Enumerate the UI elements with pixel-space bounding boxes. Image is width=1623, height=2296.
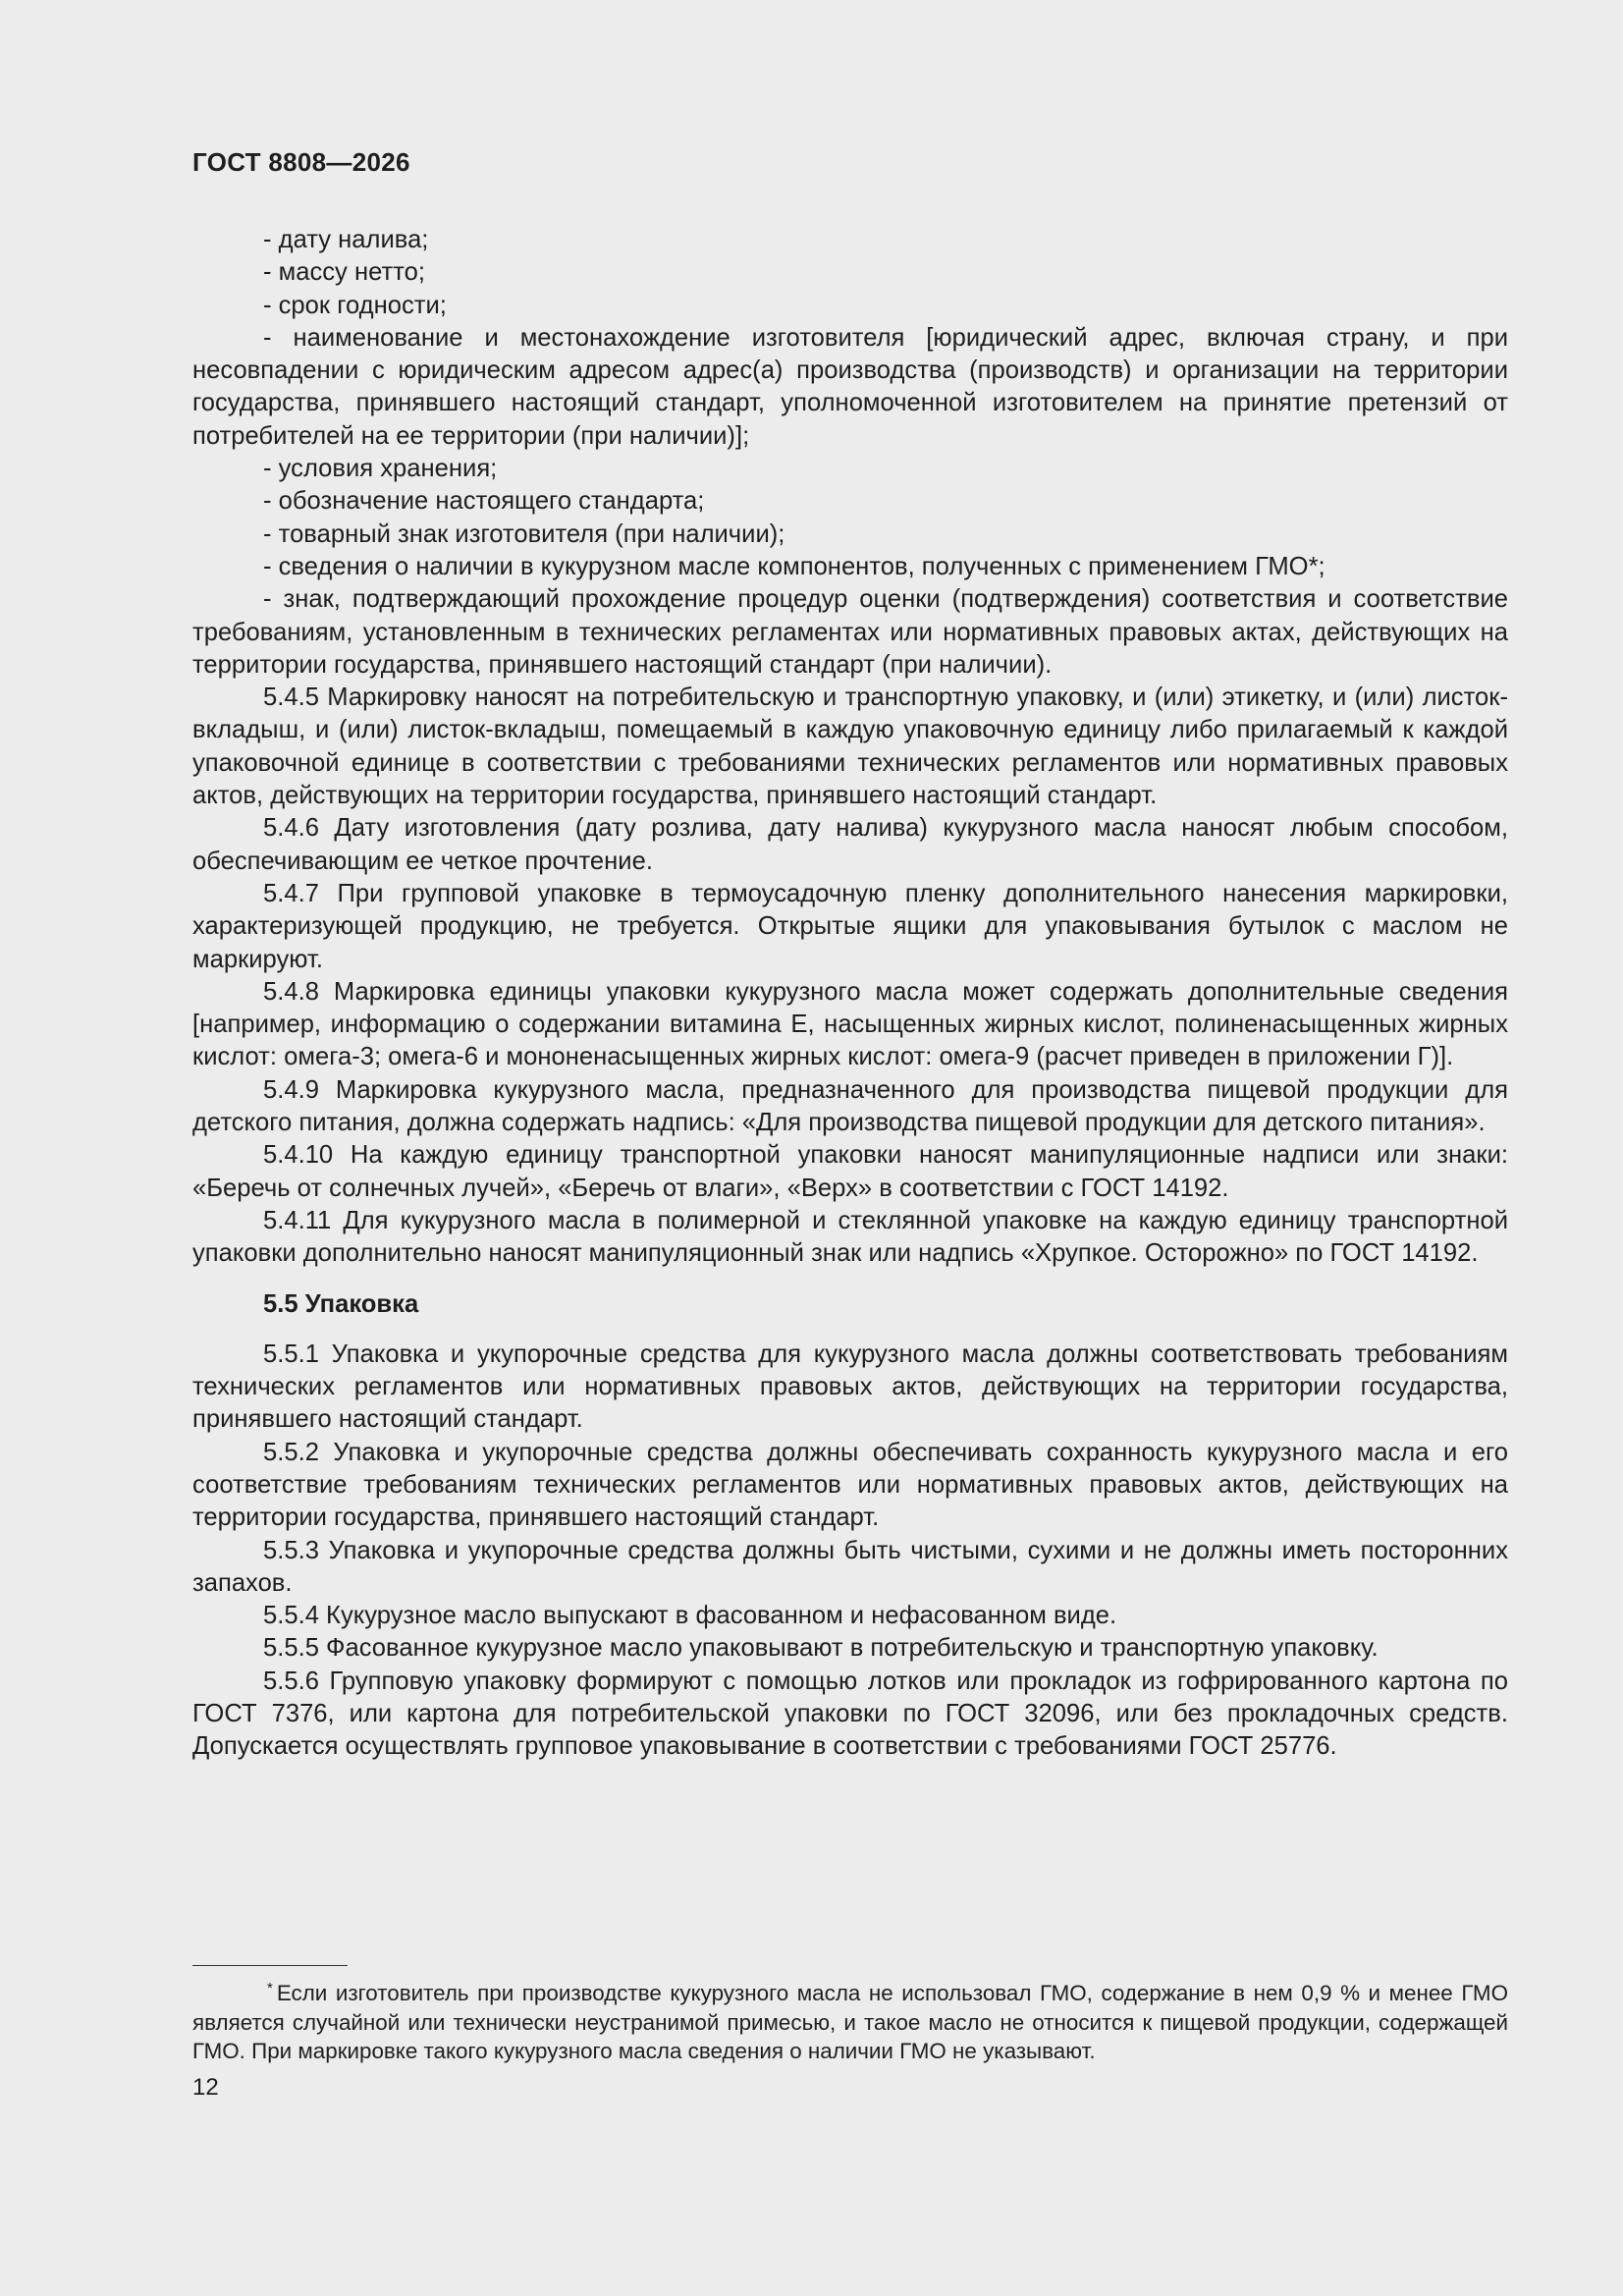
clause-5-5-4: 5.5.4 Кукурузное масло выпускают в фасованном и нефасованном виде. <box>263 1602 1117 1630</box>
footnote-marker: * <box>267 1980 273 1996</box>
clause-5-5-2: 5.5.2 Упаковка и укупорочные средства должны обеспечивать сохранность кукурузного масла и его соответствие требованиям технических регламентов или нормативных правовых актов, действующих на территории государства, принявшего настоящий стандарт. <box>192 1438 1508 1532</box>
footnote <box>192 1974 1508 2066</box>
list-item: - дату налива; <box>263 226 429 253</box>
list-item: - условия хранения; <box>263 455 498 483</box>
document-body <box>192 224 1508 1764</box>
clause-5-4-5: 5.4.5 Маркировку наносят на потребительскую и транспортную упаковку, и (или) этикетку, и (или) листок-вкладыш, и (или) листок-вкладыш, помещаемый в каждую упаковочную единицу либо прилагаемый к каждой упаковочной единице в соответствии с требованиями технических регламентов или нормативных правовых актов, действующих на территории государства, принявшего настоящий стандарт. <box>192 683 1508 810</box>
list-item: - знак, подтверждающий прохождение процедур оценки (подтверждения) соответствия и соответствие требованиям, установленным в технических регламентах или нормативных правовых актах, действующих на территории государства, принявшего настоящий стандарт (при наличии). <box>192 585 1508 679</box>
clause-5-4-11: 5.4.11 Для кукурузного масла в полимерной и стеклянной упаковке на каждую единицу транспортной упаковки дополнительно наносят манипуляционный знак или надпись «Хрупкое. Осторожно» по ГОСТ 14192. <box>192 1206 1508 1268</box>
clause-5-4-8: 5.4.8 Маркировка единицы упаковки кукурузного масла может содержать дополнительные сведения [например, информацию о содержании витамина Е, насыщенных жирных кислот, полиненасыщенных жирных кислот: омега-3; омега-6 и мононенасыщенных жирных кислот: омега-9 (расчет приведен в приложении Г)]. <box>192 977 1508 1071</box>
clause-5-4-10: 5.4.10 На каждую единицу транспортной упаковки наносят манипуляционные надписи или знаки: «Беречь от солнечных лучей», «Беречь от влаги», «Верх» в соответствии с ГОСТ 14192. <box>192 1141 1508 1202</box>
clause-5-4-9: 5.4.9 Маркировка кукурузного масла, предназначенного для производства пищевой продукции для детского питания, должна содержать надпись: «Для производства пищевой продукции для детского питания». <box>192 1075 1508 1137</box>
clause-5-5-3: 5.5.3 Упаковка и укупорочные средства должны быть чистыми, сухими и не должны иметь посторонних запахов. <box>192 1536 1508 1597</box>
list-item: - товарный знак изготовителя (при наличии); <box>263 519 785 548</box>
clause-5-5-6: 5.5.6 Групповую упаковку формируют с помощью лотков или прокладок из гофрированного картона по ГОСТ 7376, или картона для потребительской упаковки по ГОСТ 32096, или без прокладочных средств. Допускается осуществлять групповое упаковывание в соответствии с требованиями ГОСТ 25776. <box>192 1667 1508 1761</box>
clause-5-5-5: 5.5.5 Фасованное кукурузное масло упаковывают в потребительскую и транспортную упаковку. <box>263 1634 1379 1663</box>
clause-5-5-1: 5.5.1 Упаковка и укупорочные средства для кукурузного масла должны соответствовать требованиям технических регламентов или нормативных правовых актов, действующих на территории государства, принявшего настоящий стандарт. <box>192 1339 1508 1434</box>
document-header: ГОСТ 8808—2026 <box>192 147 410 177</box>
page-number: 12 <box>192 2074 219 2101</box>
list-item: - массу нетто; <box>263 258 425 287</box>
clause-5-4-6: 5.4.6 Дату изготовления (дату розлива, дату налива) кукурузного масла наносят любым способом, обеспечивающим ее четкое прочтение. <box>192 814 1508 875</box>
list-item: - сведения о наличии в кукурузном масле компонентов, полученных с применением ГМО*; <box>263 552 1325 580</box>
footnote-text: Если изготовитель при производстве кукурузного масла не использовал ГМО, содержание в нем 0,9 % и менее ГМО является случайной или технически неустранимой примесью, и такое масло не относится к пищевой продукции, содержащей ГМО. При маркировке такого кукурузного масла сведения о наличии ГМО не указывают. <box>192 1981 1508 2063</box>
clause-5-4-7: 5.4.7 При групповой упаковке в термоусадочную пленку дополнительного нанесения маркировки, характеризующей продукцию, не требуется. Открытые ящики для упаковывания бутылок с маслом не маркируют. <box>192 879 1508 973</box>
list-item: - наименование и местонахождение изготовителя [юридический адрес, включая страну, и при несовпадении с юридическим адресом адрес(а) производства (производств) и организации на территории государства, принявшего настоящий стандарт, уполномоченной изготовителем на принятие претензий от потребителей на ее территории (при наличии)]; <box>192 323 1508 450</box>
list-item: - обозначение настоящего стандарта; <box>263 487 705 516</box>
footnote-divider <box>192 1965 348 1966</box>
section-title-5-5: 5.5 Упаковка <box>263 1289 419 1318</box>
list-item: - срок годности; <box>263 291 447 319</box>
